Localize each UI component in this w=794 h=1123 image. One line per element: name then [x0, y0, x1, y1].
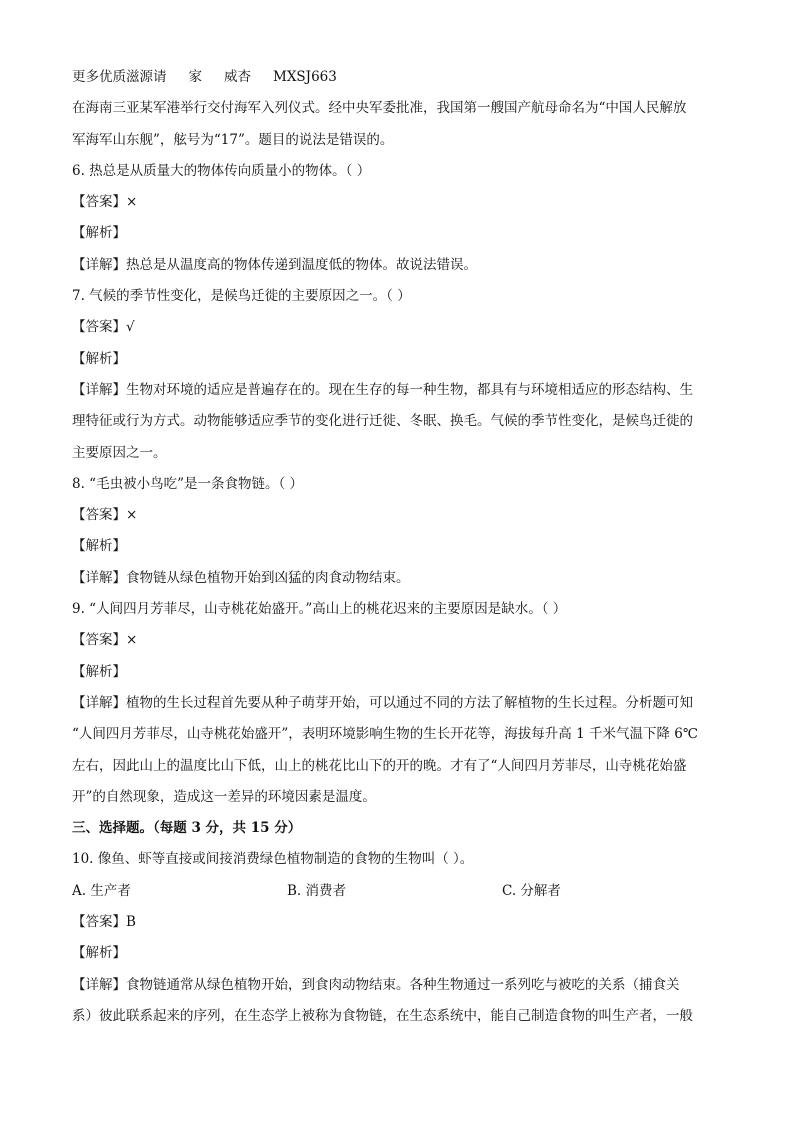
q8-detail: 【详解】食物链从绿色植物开始到凶猛的肉食动物结束。 [72, 569, 410, 586]
q6-question: 6. 热总是从质量大的物体传向质量小的物体。（ ） [72, 162, 371, 179]
q6-detail: 【详解】热总是从温度高的物体传递到温度低的物体。故说法错误。 [72, 256, 477, 273]
intro-line-2: 军海军山东舰”，舷号为“17”。题目的说法是错误的。 [72, 131, 394, 148]
q10-detail-1: 【详解】食物链通常从绿色植物开始，到食肉动物结束。各种生物通过一系列吃与被吃的关系（捕食关 [72, 976, 680, 993]
q6-analysis: 【解析】 [72, 225, 126, 242]
document-page [72, 62, 722, 1032]
header-part4: MXSJ663 [273, 69, 337, 85]
q8-question: 8. “毛虫被小鸟吃”是一条食物链。（ ） [72, 475, 304, 492]
q10-analysis: 【解析】 [72, 945, 126, 962]
section-3-title: 三、选择题。（每题 3 分，共 15 分） [72, 820, 302, 837]
q10-option-c: C. 分解者 [502, 882, 561, 899]
q10-options [72, 876, 722, 907]
q10-answer: 【答案】B [72, 914, 136, 931]
q8-answer: 【答案】× [72, 507, 138, 524]
q10-option-a: A. 生产者 [72, 882, 131, 899]
q9-analysis: 【解析】 [72, 663, 126, 680]
q8-analysis: 【解析】 [72, 538, 126, 555]
q6-answer: 【答案】× [72, 194, 138, 211]
q7-question: 7. 气候的季节性变化，是候鸟迁徙的主要原因之一。（ ） [72, 288, 411, 305]
q9-detail-1: 【详解】植物的生长过程首先要从种子萌芽开始，可以通过不同的方法了解植物的生长过程。分析题可知 [72, 694, 693, 711]
header-part3: 威杏 [224, 69, 251, 85]
header-part1: 更多优质滋源请 [72, 69, 167, 85]
q7-answer: 【答案】√ [72, 319, 135, 336]
q7-analysis: 【解析】 [72, 350, 126, 367]
q9-answer: 【答案】× [72, 632, 138, 649]
q7-detail-2: 理特征或行为方式。动物能够适应季节的变化进行迁徙、冬眠、换毛。气候的季节性变化，是候鸟迁徙的 [72, 413, 693, 430]
q9-detail-4: 开”的自然现象，造成这一差异的环境因素是温度。 [72, 788, 376, 805]
q10-question: 10. 像鱼、虾等直接或间接消费绿色植物制造的食物的生物叫（ ）。 [72, 851, 474, 868]
q7-detail-1: 【详解】生物对环境的适应是普遍存在的。现在生存的每一种生物，都具有与环境相适应的形态结构、生 [72, 381, 693, 398]
q7-detail-3: 主要原因之一。 [72, 444, 167, 461]
watermark-header [72, 62, 722, 93]
intro-line-1: 在海南三亚某军港举行交付海军入列仪式。经中央军委批准，我国第一艘国产航母命名为“中国人民解放 [72, 100, 687, 117]
q9-question: 9. “人间四月芳菲尽，山寺桃花始盛开。”高山上的桃花迟来的主要原因是缺水。（ ） [72, 601, 567, 618]
q9-detail-2: “人间四月芳菲尽，山寺桃花始盛开”，表明环境影响生物的生长开花等，海拔每升高 1 千米气温下降 6℃ [72, 726, 698, 743]
header-part2: 家 [188, 69, 202, 85]
q10-detail-2: 系）彼此联系起来的序列，在生态学上被称为食物链，在生态系统中，能自己制造食物的叫生产者，一般 [72, 1007, 693, 1024]
q9-detail-3: 左右，因此山上的温度比山下低，山上的桃花比山下的开的晚。才有了“人间四月芳菲尽，山寺桃花始盛 [72, 757, 687, 774]
q10-option-b: B. 消费者 [287, 882, 347, 899]
